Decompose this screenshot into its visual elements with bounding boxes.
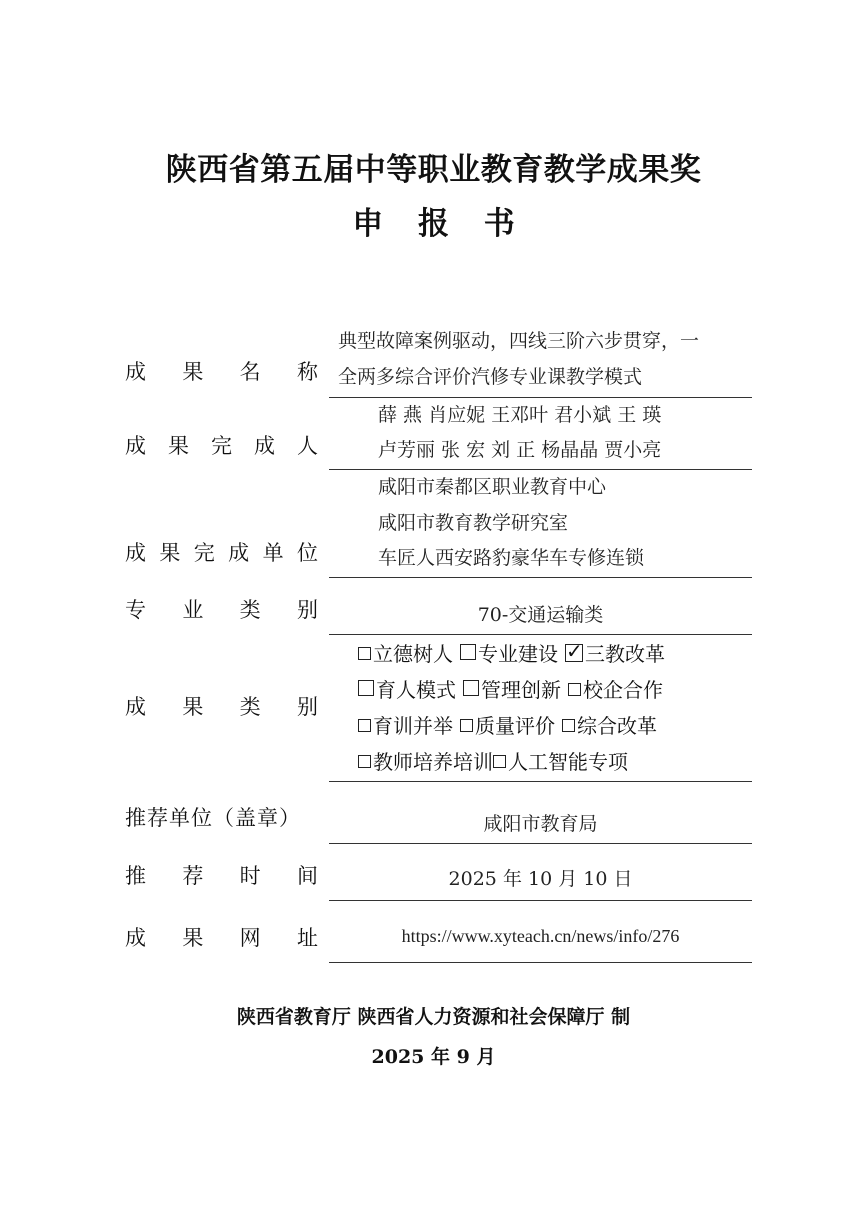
label-char: 时 (239, 864, 261, 888)
label-recommend-time (125, 860, 318, 890)
label-char: 称 (296, 360, 318, 384)
category-option-label: 立德树人 (373, 642, 453, 666)
label-char: 果 (182, 926, 204, 950)
category-option[interactable] (358, 678, 456, 702)
checkbox-icon[interactable] (460, 719, 473, 732)
label-char: 址 (296, 926, 318, 950)
checkbox-icon[interactable] (562, 719, 575, 732)
checkbox-icon[interactable] (358, 755, 371, 768)
label-members (125, 430, 318, 460)
label-major (125, 594, 318, 624)
category-option-label: 专业建设 (478, 642, 558, 666)
label-char: 荐 (182, 864, 204, 888)
url-value[interactable]: https://www.xyteach.cn/news/info/276 (401, 926, 680, 946)
label-category (125, 691, 318, 721)
label-char: 间 (296, 864, 318, 888)
label-char: 业 (182, 598, 204, 622)
category-option-label: 校企合作 (583, 678, 663, 702)
major-value: 70-交通运输类 (477, 604, 604, 626)
achievement-name-line-1: 典型故障案例驱动，四线三阶六步贯穿，一 (338, 330, 700, 352)
checkbox-icon[interactable] (460, 644, 476, 660)
label-char: 成 (254, 434, 275, 458)
checkbox-icon[interactable] (358, 680, 374, 696)
checkbox-icon[interactable] (493, 755, 506, 768)
divider (329, 781, 752, 782)
checkbox-icon[interactable] (568, 683, 581, 696)
divider (329, 469, 752, 470)
category-option-label: 育人模式 (376, 678, 456, 702)
label-char: 单 (262, 541, 284, 565)
label-char: 成 (125, 434, 146, 458)
category-option[interactable] (463, 678, 561, 702)
category-option[interactable] (358, 642, 453, 666)
recommend-time-value: 2025 年 10 月 10 日 (448, 868, 633, 890)
category-option-label: 质量评价 (475, 714, 555, 738)
document-subtitle: 申 报 书 (352, 206, 515, 242)
category-option-label: 三教改革 (585, 642, 665, 666)
label-char: 网 (239, 926, 261, 950)
label-char: 推 (125, 864, 146, 888)
label-achievement-name (125, 356, 318, 386)
category-line-2 (358, 674, 663, 703)
checkbox-icon[interactable] (358, 719, 371, 732)
unit-line-3: 车匠人西安路豹豪华车专修连锁 (378, 547, 645, 569)
label-units (125, 537, 318, 567)
divider (329, 843, 752, 844)
label-char: 名 (239, 360, 261, 384)
label-char: 果 (182, 360, 204, 384)
label-char: 类 (239, 598, 261, 622)
divider (329, 577, 752, 578)
label-char: 别 (296, 598, 318, 622)
category-option-label: 教师培养培训 (373, 750, 493, 774)
checkbox-icon[interactable] (358, 647, 371, 660)
divider (329, 962, 752, 963)
checked-box-icon[interactable] (565, 644, 583, 662)
divider (329, 634, 752, 635)
label-recommender: 推荐单位（盖章） (125, 806, 301, 830)
category-line-3 (358, 710, 657, 739)
members-line-1: 薛 燕 肖应妮 王邓叶 君小斌 王 瑛 (378, 404, 662, 426)
category-line-1 (358, 638, 665, 667)
category-option-label: 人工智能专项 (508, 750, 628, 774)
label-char: 果 (159, 541, 181, 565)
label-char: 别 (296, 695, 318, 719)
unit-line-2: 咸阳市教育教学研究室 (378, 512, 569, 534)
label-char: 果 (182, 695, 204, 719)
label-url (125, 922, 318, 952)
label-char: 专 (125, 598, 146, 622)
label-char: 成 (125, 926, 146, 950)
label-char: 人 (297, 434, 318, 458)
achievement-name-line-2: 全两多综合评价汽修专业课教学模式 (338, 366, 643, 388)
label-char: 成 (125, 360, 146, 384)
label-char: 类 (239, 695, 261, 719)
label-char: 位 (296, 541, 318, 565)
issuer-line: 陕西省教育厅 陕西省人力资源和社会保障厅 制 (236, 1006, 631, 1028)
category-option[interactable] (562, 714, 657, 738)
category-option[interactable] (358, 750, 493, 774)
members-line-2: 卢芳丽 张 宏 刘 正 杨晶晶 贾小亮 (378, 439, 662, 461)
document-title: 陕西省第五届中等职业教育教学成果奖 (165, 152, 702, 188)
category-option[interactable] (460, 642, 558, 666)
recommender-value: 咸阳市教育局 (483, 813, 598, 835)
category-option[interactable] (460, 714, 555, 738)
category-option[interactable] (358, 714, 453, 738)
divider (329, 397, 752, 398)
category-option[interactable] (565, 642, 665, 666)
label-char: 成 (125, 695, 146, 719)
category-option[interactable] (568, 678, 663, 702)
category-option[interactable] (493, 750, 628, 774)
label-char: 完 (211, 434, 232, 458)
label-char: 果 (168, 434, 189, 458)
label-char: 完 (193, 541, 215, 565)
divider (329, 900, 752, 901)
label-char: 成 (125, 541, 146, 565)
issue-date: 2025 年 9 月 (371, 1046, 496, 1068)
category-option-label: 综合改革 (577, 714, 657, 738)
category-option-label: 育训并举 (373, 714, 453, 738)
checkbox-icon[interactable] (463, 680, 479, 696)
label-char: 成 (228, 541, 250, 565)
category-line-4 (358, 746, 628, 775)
category-option-label: 管理创新 (481, 678, 561, 702)
unit-line-1: 咸阳市秦都区职业教育中心 (378, 476, 607, 498)
